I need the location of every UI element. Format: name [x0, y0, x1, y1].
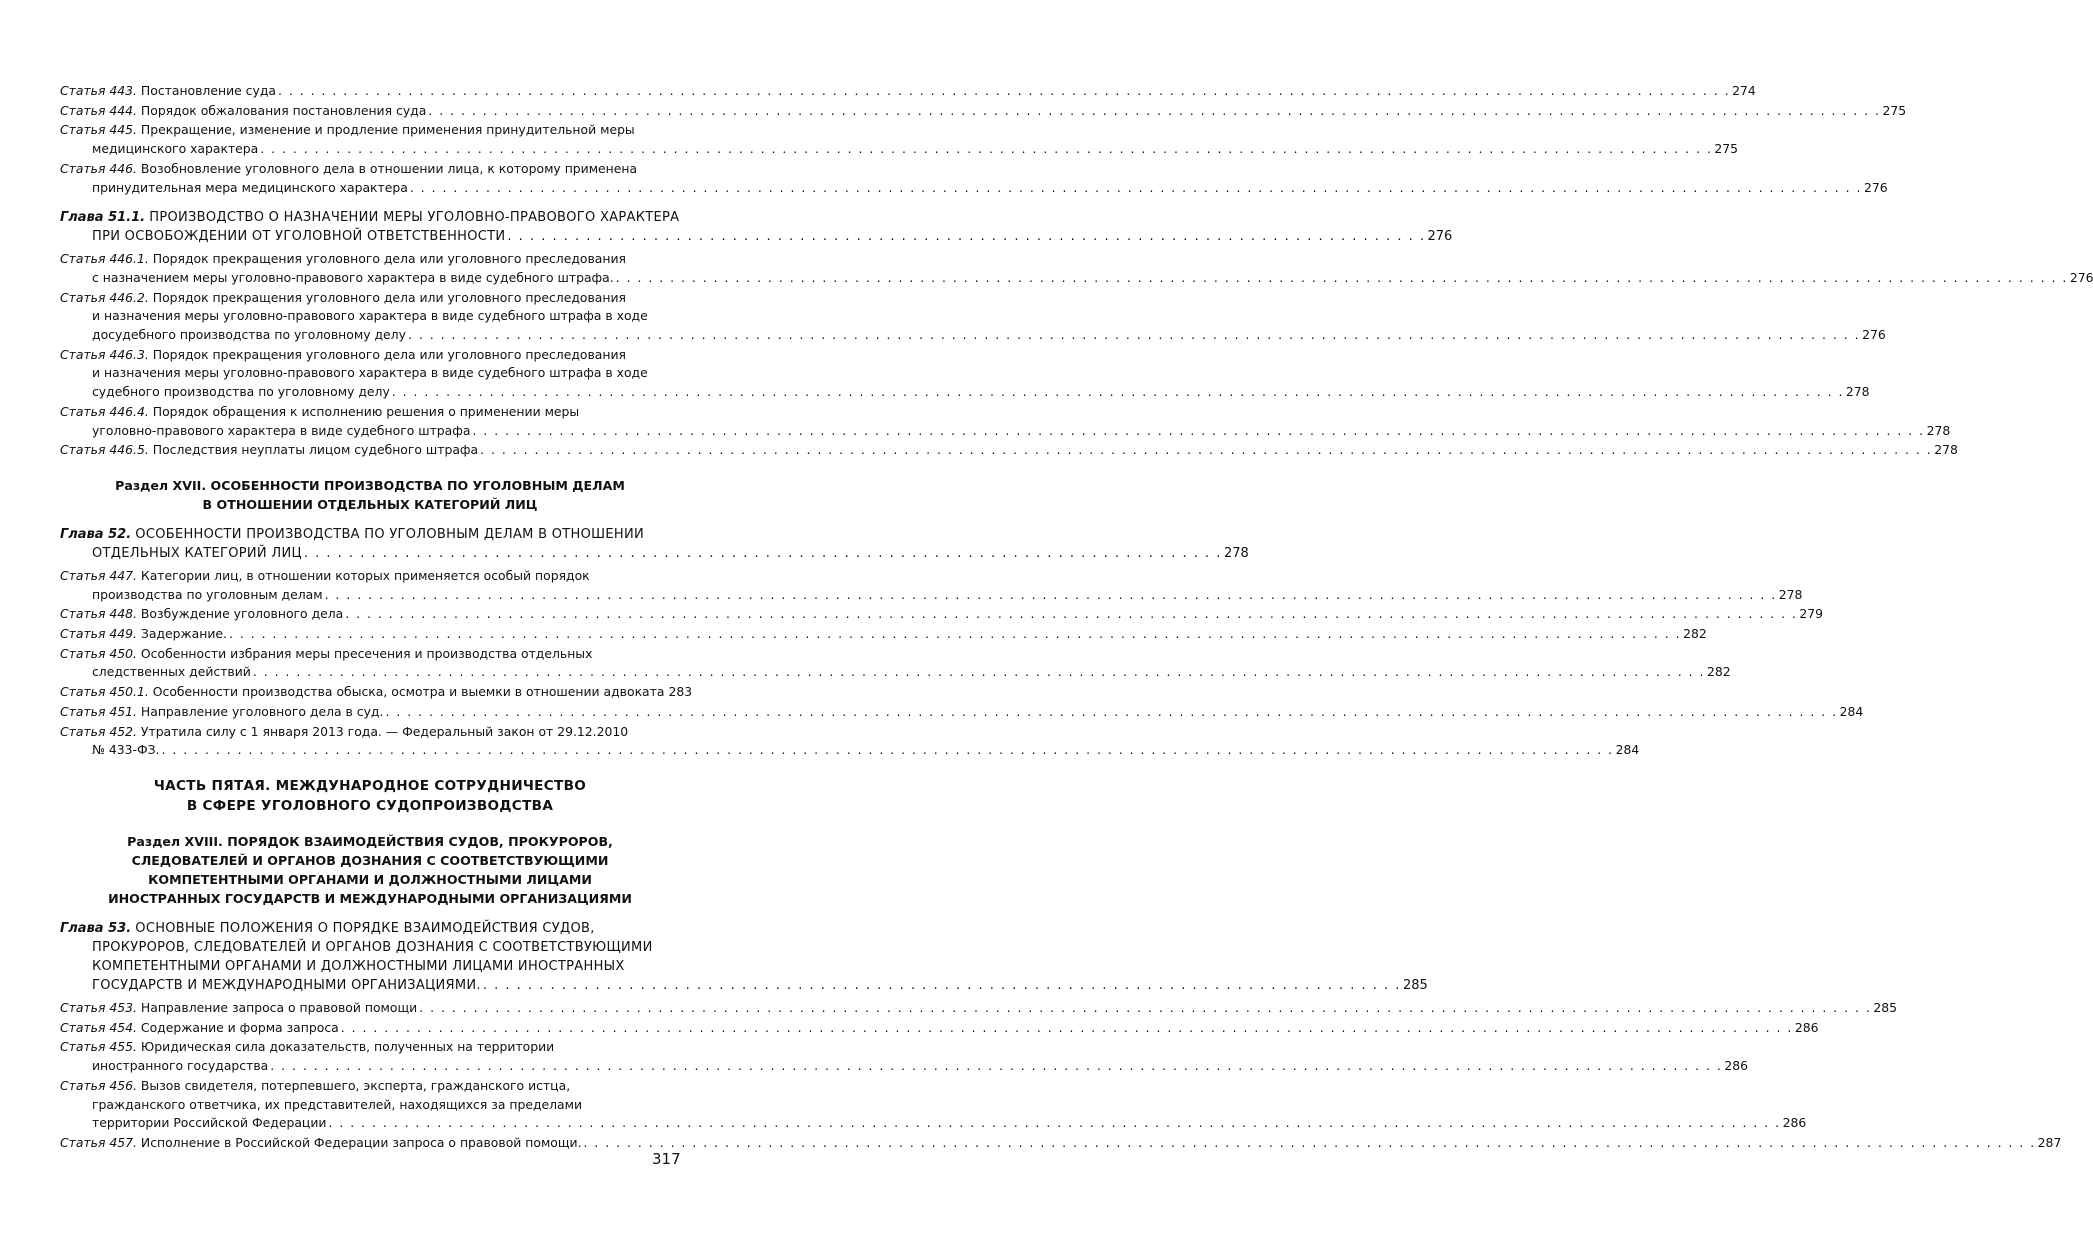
toc-line — [60, 1019, 1819, 1038]
toc-entry — [60, 683, 693, 702]
toc-text — [92, 741, 160, 760]
leader-dots — [419, 999, 1871, 1018]
article-title: Порядок обращения к исполнению решения о применении меры — [152, 403, 580, 419]
toc-line — [60, 422, 1951, 441]
article-title: Особенности избрания меры пресечения и производства отдельных — [140, 645, 593, 661]
toc-line — [60, 976, 1428, 995]
toc-text — [60, 102, 426, 121]
article-label: Статья 448. — [60, 606, 137, 622]
leader-dots — [480, 441, 1932, 460]
article-label: Статья 450. — [60, 645, 137, 661]
heading-line: Раздел XVIII. ПОРЯДОК ВЗАИМОДЕЙСТВИЯ СУДОВ, ПРОКУРОРОВ, — [127, 833, 613, 849]
toc-text — [60, 1078, 570, 1093]
page-ref: 282 — [1706, 664, 1731, 680]
toc-entry — [60, 441, 1958, 460]
toc-text — [60, 347, 626, 362]
leader-dots — [410, 179, 1862, 198]
article-title: следственных действий — [92, 664, 251, 680]
article-label: Статья 446.1. — [60, 251, 149, 267]
article-title: Возбуждение уголовного дела — [140, 606, 344, 622]
article-title: и назначения меры уголовно-правового характера в виде судебного штрафа в ходе — [92, 308, 648, 324]
toc-line — [60, 586, 1803, 605]
article-label: Статья 447. — [60, 567, 137, 583]
toc-entry — [60, 160, 1888, 197]
toc-chapter — [60, 525, 1249, 563]
toc-text — [60, 605, 343, 624]
article-title: № 433-ФЗ. — [92, 742, 160, 758]
toc-line — [60, 938, 680, 957]
toc-text — [60, 921, 595, 936]
page-ref: 278 — [1934, 442, 1958, 458]
page-number: 317 — [652, 1150, 681, 1168]
article-title: Юридическая сила доказательств, полученных на территории — [140, 1039, 555, 1055]
toc-line — [60, 605, 1824, 624]
leader-dots — [584, 1134, 2036, 1153]
leader-dots — [325, 586, 1777, 605]
toc-text — [92, 959, 625, 974]
article-label: Статья 451. — [60, 703, 137, 719]
article-title: Направление запроса о правовой помощи — [140, 999, 418, 1015]
heading-line: ЧАСТЬ ПЯТАЯ. МЕЖДУНАРОДНОЕ СОТРУДНИЧЕСТВО — [153, 777, 587, 794]
heading-line: Раздел XVII. ОСОБЕННОСТИ ПРОИЗВОДСТВА ПО УГОЛОВНЫМ ДЕЛАМ — [115, 477, 625, 493]
toc-line — [60, 544, 1249, 563]
toc-text — [60, 625, 227, 644]
toc-text — [60, 82, 276, 101]
toc-entry — [60, 999, 1897, 1018]
toc-line — [60, 625, 1707, 644]
article-title: Задержание. — [140, 626, 227, 642]
toc-line — [60, 364, 680, 383]
chapter-label: Глава 53. — [60, 920, 132, 936]
heading-line: СЛЕДОВАТЕЛЕЙ И ОРГАНОВ ДОЗНАНИЯ С СООТВЕТСТВУЮЩИМИ — [131, 852, 609, 868]
leader-dots — [472, 422, 1924, 441]
toc-entry — [60, 1019, 1819, 1038]
leader-dots — [616, 269, 2068, 288]
toc-line — [60, 403, 680, 422]
page-ref: 286 — [1782, 1115, 1807, 1131]
toc-line — [60, 140, 1739, 159]
article-label: Статья 456. — [60, 1077, 137, 1093]
toc-text — [60, 161, 637, 176]
page-ref: 276 — [1862, 327, 1886, 343]
article-title: Порядок прекращения уголовного дела или уголовного преследования — [152, 251, 626, 267]
page-ref: 278 — [1223, 545, 1249, 561]
article-title: Содержание и форма запроса — [140, 1019, 339, 1035]
chapter-title: ПРОИЗВОДСТВО О НАЗНАЧЕНИИ МЕРЫ УГОЛОВНО-ПРАВОВОГО ХАРАКТЕРА — [149, 210, 680, 226]
chapter-label: Глава 51.1. — [60, 210, 146, 226]
toc-text — [92, 365, 648, 380]
chapter-title: ОСОБЕННОСТИ ПРОИЗВОДСТВА ПО УГОЛОВНЫМ ДЕЛАМ В ОТНОШЕНИИ — [135, 526, 644, 542]
toc-text — [60, 527, 644, 542]
article-title: досудебного производства по уголовному делу — [92, 327, 406, 343]
toc-text — [92, 140, 258, 159]
leader-dots — [345, 605, 1797, 624]
page-ref: 274 — [1732, 83, 1756, 98]
part-heading — [60, 776, 680, 816]
article-label: Статья 454. — [60, 1019, 137, 1035]
toc-text — [92, 227, 505, 246]
leader-dots — [260, 140, 1712, 159]
section-heading — [60, 476, 680, 514]
article-title: территории Российской Федерации — [92, 1115, 327, 1131]
toc-text — [92, 544, 302, 563]
toc-entry — [60, 82, 1756, 101]
article-title: Порядок прекращения уголовного дела или уголовного преследования — [152, 346, 626, 362]
toc-text — [92, 383, 390, 402]
article-label: Статья 453. — [60, 999, 137, 1015]
article-title: Исполнение в Российской Федерации запроса о правовой помощи. — [140, 1134, 582, 1150]
toc-line — [60, 82, 1756, 101]
leader-dots — [428, 102, 1880, 121]
toc-text — [60, 441, 478, 460]
leader-dots — [483, 976, 1401, 995]
toc-line — [60, 1038, 680, 1057]
article-label: Статья 446.3. — [60, 346, 149, 362]
article-label: Статья 452. — [60, 723, 137, 739]
toc-line — [60, 1057, 1749, 1076]
toc-text — [60, 1039, 554, 1054]
toc-text — [60, 251, 626, 266]
toc-text — [92, 1114, 326, 1133]
toc-entry — [60, 121, 1739, 158]
chapter-title: ПРОКУРОРОВ, СЛЕДОВАТЕЛЕЙ И ОРГАНОВ ДОЗНАНИЯ С СООТВЕТСТВУЮЩИМИ — [92, 939, 653, 955]
toc-line — [60, 269, 2093, 288]
toc-text — [92, 308, 648, 323]
toc-entry — [60, 403, 1951, 440]
article-title: уголовно-правового характера в виде судебного штрафа — [92, 422, 471, 438]
toc-text — [60, 724, 628, 739]
chapter-title: КОМПЕТЕНТНЫМИ ОРГАНАМИ И ДОЛЖНОСТНЫМИ ЛИЦАМИ ИНОСТРАННЫХ — [92, 958, 625, 974]
toc-entry — [60, 625, 1707, 644]
article-title: Порядок прекращения уголовного дела или уголовного преследования — [152, 289, 626, 305]
toc-entry — [60, 605, 1824, 624]
toc-entry — [60, 289, 1886, 345]
heading-line: КОМПЕТЕНТНЫМИ ОРГАНАМИ И ДОЛЖНОСТНЫМИ ЛИЦАМИ — [148, 871, 592, 887]
toc-text — [60, 210, 679, 225]
article-title: Вызов свидетеля, потерпевшего, эксперта, гражданского истца, — [140, 1077, 571, 1093]
toc-text — [60, 404, 579, 419]
page-ref: 286 — [1724, 1058, 1749, 1074]
page-ref: 287 — [2037, 1134, 2062, 1150]
toc-line — [60, 121, 680, 140]
article-label: Статья 446.4. — [60, 403, 149, 419]
toc-text — [92, 1097, 582, 1112]
toc-text — [92, 1057, 268, 1076]
page-ref: 278 — [1926, 422, 1951, 438]
toc-line — [60, 346, 680, 365]
article-title: Постановление суда — [140, 83, 276, 98]
article-label: Статья 446. — [60, 160, 137, 176]
article-title: и назначения меры уголовно-правового характера в виде судебного штрафа в ходе — [92, 365, 648, 381]
toc-entry — [60, 567, 1803, 604]
article-title: иностранного государства — [92, 1058, 269, 1074]
toc-entry — [60, 346, 1870, 402]
toc-line — [60, 160, 680, 179]
page-ref: 278 — [1845, 384, 1870, 400]
article-label: Статья 446.2. — [60, 289, 149, 305]
article-title: судебного производства по уголовному делу — [92, 384, 390, 400]
chapter-title: ОСНОВНЫЕ ПОЛОЖЕНИЯ О ПОРЯДКЕ ВЗАИМОДЕЙСТВИЯ СУДОВ, — [135, 920, 595, 936]
page-ref: 285 — [1402, 977, 1428, 993]
chapter-title: ПРИ ОСВОБОЖДЕНИИ ОТ УГОЛОВНОЙ ОТВЕТСТВЕННОСТИ — [92, 229, 506, 245]
toc-line — [60, 567, 680, 586]
page-ref: 276 — [1427, 229, 1453, 245]
page-ref: 284 — [1615, 742, 1640, 758]
toc-entry — [60, 723, 1640, 760]
article-title: Направление уголовного дела в суд. — [140, 703, 384, 719]
leader-dots — [341, 1019, 1793, 1038]
toc-line — [60, 307, 680, 326]
toc-line — [60, 957, 680, 976]
page-ref: 275 — [1882, 102, 1907, 118]
toc-line — [60, 102, 1907, 121]
article-title: Порядок обжалования постановления суда — [140, 102, 427, 118]
toc-entry — [60, 1038, 1749, 1075]
page-ref: 276 — [2069, 269, 2093, 285]
table-of-contents — [60, 82, 2093, 1154]
page-ref: 285 — [1873, 999, 1897, 1015]
toc-text — [60, 122, 635, 137]
leader-dots — [408, 326, 1860, 345]
toc-line — [60, 289, 680, 308]
article-title: Последствия неуплаты лицом судебного штрафа — [152, 442, 479, 458]
toc-text — [92, 586, 323, 605]
article-label: Статья 455. — [60, 1039, 137, 1055]
heading-line: ИНОСТРАННЫХ ГОСУДАРСТВ И МЕЖДУНАРОДНЫМИ ОРГАНИЗАЦИЯМИ — [108, 890, 632, 906]
toc-text — [92, 179, 408, 198]
toc-line — [60, 645, 680, 664]
article-title: гражданского ответчика, их представителей, находящихся за пределами — [92, 1096, 583, 1112]
toc-line — [60, 683, 693, 702]
article-label: Статья 443. — [60, 83, 137, 98]
article-title: производства по уголовным делам — [92, 586, 323, 602]
page-ref: 279 — [1799, 606, 1824, 622]
toc-text — [92, 422, 470, 441]
article-label: Статья 446.5. — [60, 442, 149, 458]
heading-line: В СФЕРЕ УГОЛОВНОГО СУДОПРОИЗВОДСТВА — [186, 797, 554, 814]
toc-line — [60, 919, 680, 938]
chapter-title: ГОСУДАРСТВ И МЕЖДУНАРОДНЫМИ ОРГАНИЗАЦИЯМИ. — [92, 977, 481, 993]
leader-dots — [278, 82, 1730, 101]
toc-text — [60, 1134, 582, 1153]
article-label: Статья 445. — [60, 122, 137, 138]
toc-text — [60, 683, 664, 702]
leader-dots — [385, 703, 1837, 722]
toc-text — [92, 326, 406, 345]
toc-line — [60, 441, 1958, 460]
article-label: Статья 450.1. — [60, 684, 149, 700]
toc-line — [60, 1077, 680, 1096]
toc-line — [60, 326, 1886, 345]
toc-line — [60, 741, 1640, 760]
toc-line — [60, 1096, 680, 1115]
toc-chapter — [60, 919, 1428, 995]
section-heading — [60, 832, 680, 908]
leader-dots — [507, 227, 1425, 246]
article-title: принудительная мера медицинского характера — [92, 179, 408, 195]
article-label: Статья 457. — [60, 1134, 137, 1150]
toc-line — [60, 208, 680, 227]
toc-entry — [60, 703, 1864, 722]
toc-text — [60, 1019, 339, 1038]
page-ref: 283 — [668, 684, 693, 700]
leader-dots — [392, 383, 1844, 402]
toc-line — [60, 1134, 2062, 1153]
toc-entry — [60, 102, 1907, 121]
toc-text — [92, 940, 653, 955]
toc-line — [60, 723, 680, 742]
toc-entry — [60, 645, 1731, 682]
leader-dots — [229, 625, 1681, 644]
toc-line — [60, 1114, 1807, 1133]
toc-text — [92, 976, 481, 995]
article-title: медицинского характера — [92, 141, 259, 157]
page-ref: 278 — [1778, 586, 1803, 602]
toc-line — [60, 250, 680, 269]
toc-line — [60, 383, 1870, 402]
heading-line: В ОТНОШЕНИИ ОТДЕЛЬНЫХ КАТЕГОРИЙ ЛИЦ — [202, 496, 538, 512]
page-ref: 276 — [1863, 179, 1888, 195]
article-label: Статья 449. — [60, 626, 137, 642]
toc-text — [60, 290, 626, 305]
toc-text — [92, 269, 614, 288]
toc-line — [60, 663, 1731, 682]
leader-dots — [328, 1114, 1780, 1133]
toc-entry — [60, 1077, 1807, 1133]
toc-text — [60, 703, 383, 722]
article-title: Возобновление уголовного дела в отношении лица, к которому применена — [140, 160, 638, 176]
page-ref: 286 — [1794, 1019, 1819, 1035]
toc-line — [60, 227, 1453, 246]
article-title: Категории лиц, в отношении которых применяется особый порядок — [140, 567, 590, 583]
page-ref: 284 — [1839, 703, 1864, 719]
leader-dots — [304, 544, 1222, 563]
toc-line — [60, 179, 1888, 198]
toc-line — [60, 703, 1864, 722]
page-ref: 275 — [1714, 141, 1739, 157]
toc-text — [60, 568, 590, 583]
toc-text — [60, 999, 417, 1018]
toc-chapter — [60, 208, 1453, 246]
article-title: Прекращение, изменение и продление применения принудительной меры — [140, 122, 635, 138]
page-ref: 282 — [1683, 626, 1707, 642]
leader-dots — [253, 663, 1705, 682]
article-label: Статья 444. — [60, 102, 137, 118]
toc-text — [60, 646, 592, 661]
chapter-title: ОТДЕЛЬНЫХ КАТЕГОРИЙ ЛИЦ — [92, 545, 302, 561]
toc-text — [92, 663, 251, 682]
leader-dots — [270, 1057, 1722, 1076]
article-title: с назначением меры уголовно-правового характера в виде судебного штрафа. — [92, 269, 614, 285]
toc-entry — [60, 1134, 2062, 1153]
leader-dots — [162, 741, 1614, 760]
article-title: Особенности производства обыска, осмотра и выемки в отношении адвоката — [152, 684, 665, 700]
toc-line — [60, 999, 1897, 1018]
article-title: Утратила силу с 1 января 2013 года. — Федеральный закон от 29.12.2010 — [140, 723, 629, 739]
toc-line — [60, 525, 680, 544]
toc-entry — [60, 250, 2093, 287]
chapter-label: Глава 52. — [60, 526, 132, 542]
